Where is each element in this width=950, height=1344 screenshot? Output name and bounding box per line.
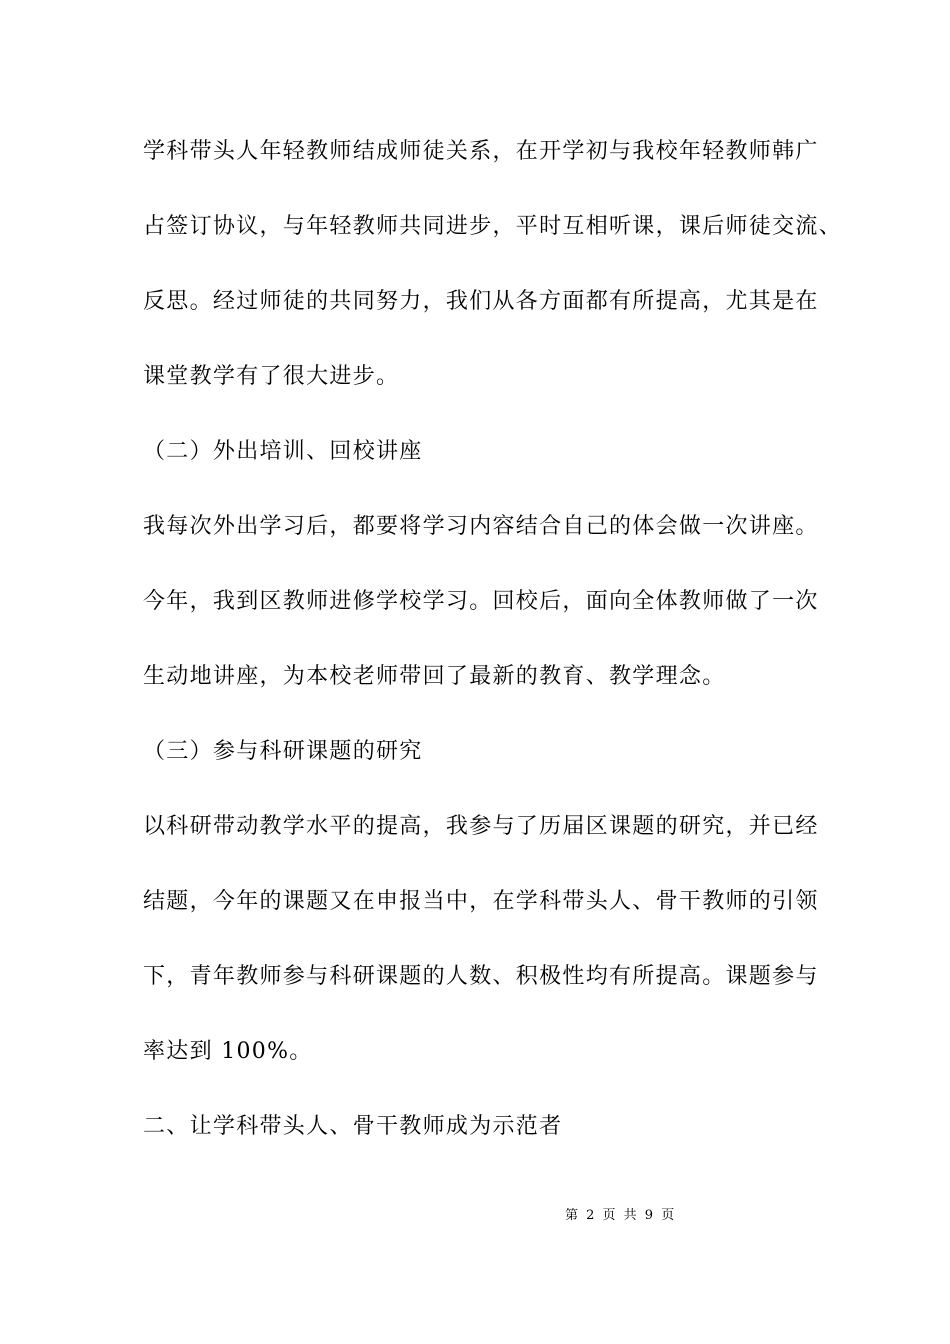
- paragraph-line: 学科带头人年轻教师结成师徒关系，在开学初与我校年轻教师韩广: [143, 139, 819, 164]
- paragraph-line: 下，青年教师参与科研课题的人数、积极性均有所提高。课题参与: [143, 964, 819, 989]
- paragraph-line: 今年，我到区教师进修学校学习。回校后，面向全体教师做了一次: [143, 589, 819, 614]
- section-heading: （二）外出培训、回校讲座: [143, 439, 423, 464]
- paragraph-line: 结题，今年的课题又在申报当中，在学科带头人、骨干教师的引领: [143, 889, 819, 914]
- section-heading: 二、让学科带头人、骨干教师成为示范者: [143, 1114, 563, 1139]
- paragraph-line: 生动地讲座，为本校老师带回了最新的教育、教学理念。: [143, 664, 726, 689]
- paragraph-line: 反思。经过师徒的共同努力，我们从各方面都有所提高，尤其是在: [143, 289, 819, 314]
- paragraph-line: 以科研带动教学水平的提高，我参与了历届区课题的研究，并已经: [143, 814, 819, 839]
- page-number-footer: 第 2 页 共 9 页: [565, 1208, 677, 1223]
- paragraph-line: 我每次外出学习后，都要将学习内容结合自己的体会做一次讲座。: [143, 514, 819, 539]
- paragraph-line: 率达到 100%。: [143, 1039, 313, 1064]
- section-heading: （三）参与科研课题的研究: [143, 739, 423, 764]
- paragraph-line: 占签订协议，与年轻教师共同进步，平时互相听课，课后师徒交流、: [143, 214, 843, 239]
- paragraph-line: 课堂教学有了很大进步。: [143, 364, 400, 389]
